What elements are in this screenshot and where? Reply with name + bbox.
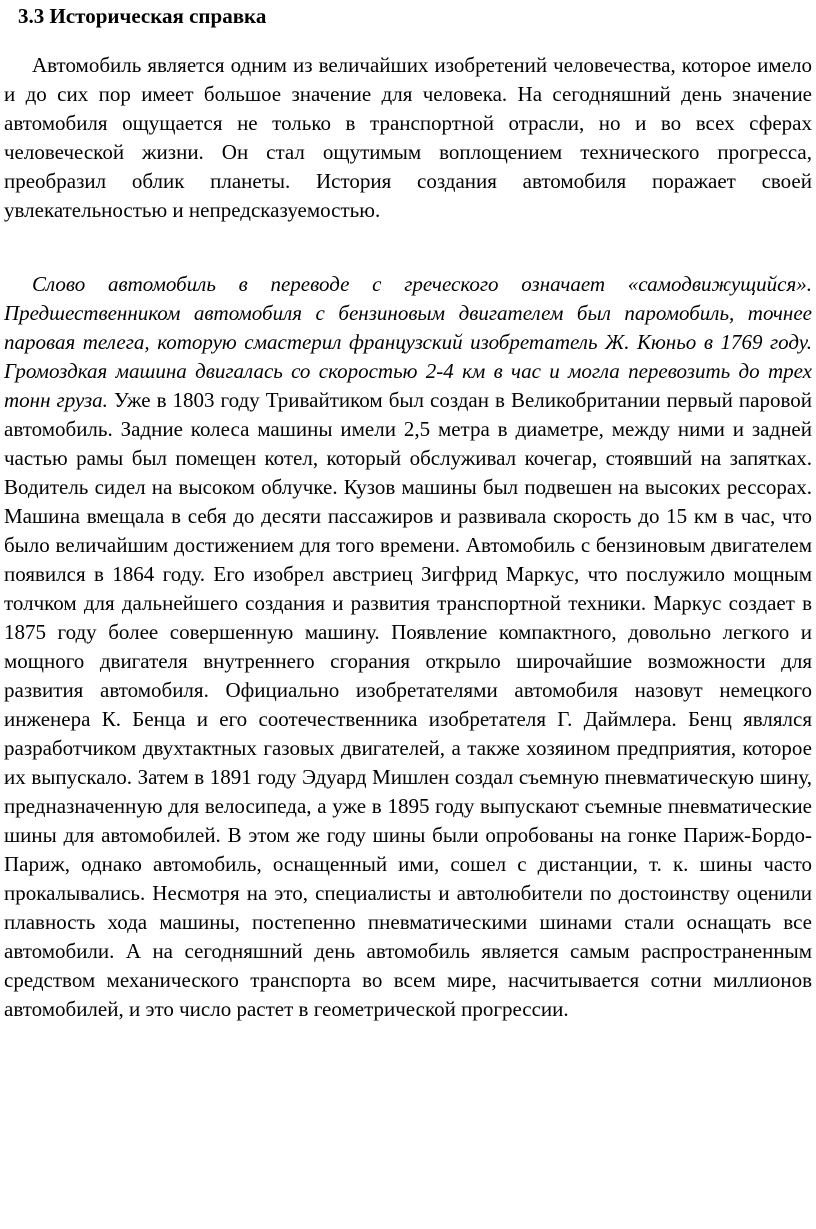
paragraph-history-italic-text: Слово автомобиль в переводе с греческого означает «самодвижущийся». Предшественником автомобиля с бензиновым двигателем был паромобиль, точнее паровая телега, которую смастерил французский изобретатель Ж. Кюньо в 1769 году. Громоздкая машина двигалась со скоростью 2-4 км в час и могла перевозить до трех тонн груза.	[4, 272, 812, 412]
section-heading: 3.3 Историческая справка	[18, 4, 267, 28]
paragraph-history	[4, 270, 812, 1024]
paragraph-history-regular-text: Уже в 1803 году Тривайтиком был создан в Великобритании первый паровой автомобиль. Задние колеса машины имели 2,5 метра в диаметре, между ними и задней частью рамы был помещен котел, который обслуживал кочегар, стоявший на запятках. Водитель сидел на высоком облучке. Кузов машины был подвешен на высоких рессорах. Машина вмещала в себя до десяти пассажиров и развивала скорость до 15 км в час, что было величайшим достижением для того времени. Автомобиль с бензиновым двигателем появился в 1864 году. Его изобрел австриец Зигфрид Маркус, что послужило мощным толчком для дальнейшего создания и развития транспортной техники. Маркус создает в 1875 году более совершенную машину. Появление компактного, довольно легкого и мощного двигателя внутреннего сгорания открыло широчайшие возможности для развития автомобиля. Официально изобретателями автомобиля назовут немецкого инженера К. Бенца и его соотечественника изобретателя Г. Даймлера. Бенц являлся разработчиком двухтактных газовых двигателей, а также хозяином предприятия, которое их выпускало. Затем в 1891 году Эдуард Мишлен создал съемную пневматическую шину, предназначенную для велосипеда, а уже в 1895 году выпускают съемные пневматические шины для автомобилей. В этом же году шины были опробованы на гонке Париж-Бордо-Париж, однако автомобиль, оснащенный ими, сошел с дистанции, т. к. шины часто прокалывались. Несмотря на это, специалисты и автолюбители по достоинству оценили плавность хода машины, постепенно пневматическими шинами стали оснащать все автомобили. А на сегодняшний день автомобиль является самым распространенным средством механического транспорта во всем мире, насчитывается сотни миллионов автомобилей, и это число растет в геометрической прогрессии.	[4, 388, 812, 1021]
paragraph-intro: Автомобиль является одним из величайших изобретений человечества, которое имело и до сих пор имеет большое значение для человека. На сегодняшний день значение автомобиля ощущается не только в транспортной отрасли, но и во всех сферах человеческой жизни. Он стал ощутимым воплощением технического прогресса, преобразил облик планеты. История создания автомобиля поражает своей увлекательностью и непредсказуемостью.	[4, 53, 812, 222]
